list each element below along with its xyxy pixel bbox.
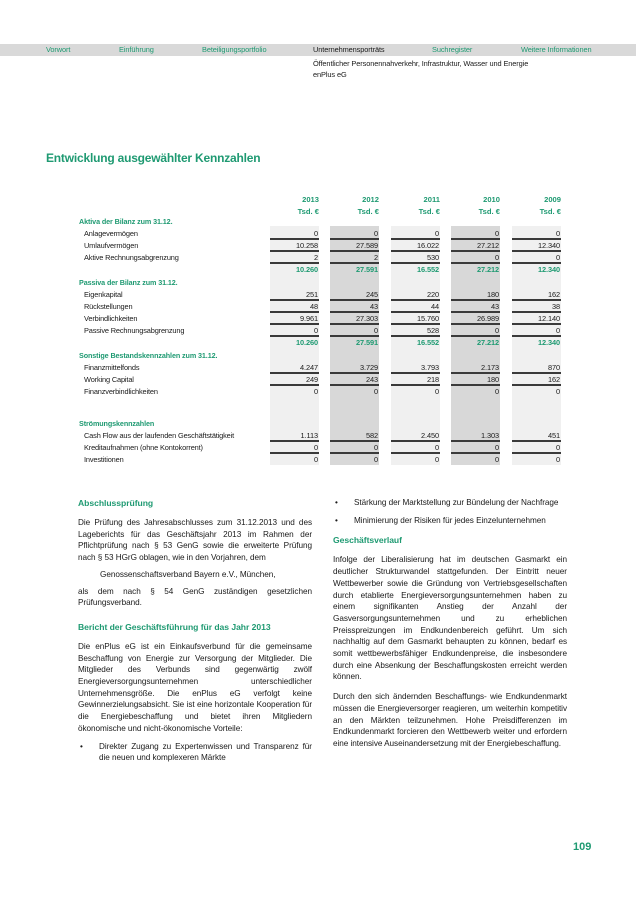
table-cell: 2.173 — [481, 363, 499, 372]
table-cell: 27.303 — [355, 314, 378, 323]
paragraph-company-report: Die enPlus eG ist ein Einkaufsverbund für die gemeinsame Beschaffung von Energie zur Versorgung der Mitglieder. Die Mitglieder des Verbunds sind gegenwärtig zwölf Energieversorgungsunternehmen unterschiedlicher Unternehmensgröße. Die enPlus eG verfolgt keine Gewinnerzielungsabsicht. Sie ist eine horizontale Kooperation für die Energiebeschaffung und bietet ihren Mitgliedern ökonomische und nicht-ökonomische Vorteile: — [78, 641, 312, 733]
nav-item-vorwort[interactable]: Vorwort — [46, 45, 71, 54]
table-cell: 26.989 — [476, 314, 499, 323]
heading-geschaeftsverlauf: Geschäftsverlauf — [333, 535, 402, 546]
table-cell: 451 — [547, 431, 560, 440]
paragraph-audit-end: als dem nach § 54 GenG zuständigen gesetzlichen Prüfungsverband. — [78, 586, 312, 608]
bullet-icon: • — [335, 498, 338, 507]
total-cell: 16.552 — [416, 265, 439, 274]
bullet-icon: • — [80, 741, 83, 751]
nav-item-suchregister[interactable]: Suchregister — [432, 45, 473, 54]
nav-breadcrumb-category: Öffentlicher Personennahverkehr, Infrastruktur, Wasser und Energie — [313, 59, 529, 68]
table-cell: 180 — [486, 375, 499, 384]
table-cell: 243 — [365, 375, 378, 384]
total-cell: 27.212 — [476, 338, 499, 347]
bullet-icon: • — [335, 515, 338, 525]
table-cell: 0 — [434, 443, 439, 452]
table-cell: 43 — [490, 302, 499, 311]
row-label: Working Capital — [84, 375, 134, 384]
table-cell: 0 — [313, 326, 318, 335]
unit-header: Tsd. € — [539, 207, 561, 216]
table-cell: 0 — [555, 229, 560, 238]
table-cell: 4.247 — [300, 363, 318, 372]
table-cell: 0 — [313, 443, 318, 452]
nav-item-weitere-informationen[interactable]: Weitere Informationen — [521, 45, 592, 54]
table-cell: 3.729 — [360, 363, 378, 372]
table-cell: 0 — [494, 443, 499, 452]
table-cell: 0 — [313, 387, 318, 396]
total-cell: 12.340 — [537, 265, 560, 274]
table-cell: 0 — [373, 229, 378, 238]
table-cell: 0 — [555, 326, 560, 335]
table-cell: 0 — [373, 326, 378, 335]
table-cell: 2 — [313, 253, 318, 262]
top-navigation — [0, 44, 636, 56]
section-heading: Sonstige Bestandskennzahlen zum 31.12. — [79, 351, 218, 360]
table-cell: 1.113 — [300, 431, 318, 440]
heading-bericht: Bericht der Geschäftsführung für das Jahr 2013 — [78, 621, 271, 632]
row-label: Passive Rechnungsabgrenzung — [84, 326, 185, 335]
row-label: Eigenkapital — [84, 290, 123, 299]
table-cell: 3.793 — [421, 363, 439, 372]
row-label: Finanzverbindlichkeiten — [84, 387, 158, 396]
nav-item-beteiligungsportfolio[interactable]: Beteiligungsportfolio — [202, 45, 267, 54]
row-label: Anlagevermögen — [84, 229, 138, 238]
nav-item-einführung[interactable]: Einführung — [119, 45, 154, 54]
table-cell: 180 — [486, 290, 499, 299]
unit-header: Tsd. € — [357, 207, 379, 216]
table-cell: 0 — [373, 455, 378, 464]
right-text-column — [333, 497, 567, 758]
table-cell: 251 — [305, 290, 318, 299]
table-cell: 0 — [494, 387, 499, 396]
table-cell: 0 — [373, 443, 378, 452]
table-cell: 2.450 — [421, 431, 439, 440]
row-label: Cash Flow aus der laufenden Geschäftstätigkeit — [84, 431, 235, 440]
table-cell: 0 — [555, 455, 560, 464]
row-label: Kreditaufnahmen (ohne Kontokorrent) — [84, 443, 203, 452]
row-label: Rückstellungen — [84, 302, 133, 311]
section-heading: Strömungskennzahlen — [79, 419, 155, 428]
total-cell: 12.340 — [537, 338, 560, 347]
paragraph-business-development: Infolge der Liberalisierung hat im deutschen Gasmarkt ein deutlicher Strukturwandel stattgefunden. Der Eintritt neuer Wettbewerber sowie die Gründung von Vertriebsgesellschaften durch etablierte Energieversorgungsunternehmen haben zu einem signifikanten Anstieg der Anzahl der Gasversorgungsunternehmen und zu erheblichen Preisspreizungen im Endkundenbereich geführt. Um sich nachhaltig auf dem Gasmarkt behaupten zu können, bedarf es somit wettbewerbsfähiger Endkundenpreise, die insbesondere durch eine Absenkung der Beschaffungskosten erreicht werden können. — [333, 555, 567, 682]
page-number: 109 — [573, 841, 592, 853]
left-text-column — [78, 497, 312, 770]
total-cell: 27.212 — [476, 265, 499, 274]
nav-breadcrumb-company: enPlus eG — [313, 70, 347, 79]
table-cell: 0 — [555, 253, 560, 262]
section-heading: Passiva der Bilanz zum 31.12. — [79, 278, 178, 287]
table-cell: 582 — [365, 431, 378, 440]
year-header: 2010 — [483, 195, 500, 204]
table-cell: 0 — [313, 455, 318, 464]
table-cell: 0 — [494, 455, 499, 464]
row-label: Umlaufvermögen — [84, 241, 139, 250]
table-cell: 44 — [430, 302, 439, 311]
table-cell: 0 — [555, 387, 560, 396]
table-cell: 218 — [426, 375, 439, 384]
year-header: 2011 — [423, 195, 440, 204]
table-cell: 0 — [494, 229, 499, 238]
table-cell: 12.340 — [537, 241, 560, 250]
year-header: 2013 — [302, 195, 319, 204]
table-cell: 15.760 — [416, 314, 439, 323]
page-title: Entwicklung ausgewählter Kennzahlen — [46, 151, 261, 165]
table-cell: 220 — [426, 290, 439, 299]
table-cell: 162 — [547, 375, 560, 384]
table-cell: 0 — [494, 253, 499, 262]
section-heading: Aktiva der Bilanz zum 31.12. — [79, 217, 173, 226]
bullet-item: • Minimierung der Risiken für jedes Einzelunternehmen — [335, 515, 546, 525]
nav-item-unternehmensporträts[interactable]: Unternehmensporträts — [313, 45, 385, 54]
unit-header: Tsd. € — [418, 207, 440, 216]
table-cell: 10.258 — [295, 241, 318, 250]
total-cell: 27.591 — [355, 338, 378, 347]
total-cell: 16.552 — [416, 338, 439, 347]
table-cell: 0 — [313, 229, 318, 238]
paragraph-audit: Die Prüfung des Jahresabschlusses zum 31.12.2013 und des Lageberichts für das Geschäftsjahr 2013 im Rahmen der Pflichtprüfung nach § 53 GenG sowie die erweiterte Prüfung nach § 53 HGrG oblagen, wie in den Vorjahren, dem — [78, 518, 312, 563]
total-cell: 10.260 — [295, 265, 318, 274]
bullet-item: • Direkter Zugang zu Expertenwissen und Transparenz für die neuen und komplexeren Märkte — [80, 741, 312, 763]
row-label: Aktive Rechnungsabgrenzung — [84, 253, 179, 262]
table-cell: 0 — [494, 326, 499, 335]
table-cell: 38 — [551, 302, 560, 311]
row-label: Verbindlichkeiten — [84, 314, 138, 323]
row-label: Investitionen — [84, 455, 124, 464]
table-cell: 249 — [305, 375, 318, 384]
total-cell: 27.591 — [355, 265, 378, 274]
table-cell: 870 — [547, 363, 560, 372]
row-label: Finanzmittelfonds — [84, 363, 140, 372]
unit-header: Tsd. € — [297, 207, 319, 216]
paragraph-market: Durch den sich ändernden Beschaffungs- wie Endkundenmarkt müssen die Energieversorger reagieren, um weiterhin kompetitiv an den Märkten teilzunehmen. Hohe Preisdifferenzen im Endkundenmarkt forcieren den Wettbewerb weiter und erfordern eine intensive Auseinandersetzung mit der Energiebeschaffung. — [333, 692, 567, 748]
total-cell: 10.260 — [295, 338, 318, 347]
table-cell: 0 — [434, 387, 439, 396]
table-cell: 9.961 — [300, 314, 318, 323]
paragraph-audit-association: Genossenschaftsverband Bayern e.V., München, — [100, 569, 276, 579]
table-cell: 1.303 — [481, 431, 499, 440]
table-cell: 0 — [434, 455, 439, 464]
table-cell: 43 — [369, 302, 378, 311]
table-cell: 528 — [426, 326, 439, 335]
table-cell: 245 — [365, 290, 378, 299]
table-cell: 162 — [547, 290, 560, 299]
table-cell: 0 — [373, 387, 378, 396]
heading-abschlusspruefung: Abschlussprüfung — [78, 498, 154, 508]
table-cell: 27.212 — [476, 241, 499, 250]
table-cell: 0 — [555, 443, 560, 452]
table-cell: 0 — [434, 229, 439, 238]
table-cell: 48 — [309, 302, 318, 311]
table-cell: 530 — [426, 253, 439, 262]
table-cell: 27.589 — [355, 241, 378, 250]
unit-header: Tsd. € — [478, 207, 500, 216]
year-header: 2012 — [362, 195, 379, 204]
table-cell: 2 — [373, 253, 378, 262]
table-cell: 12.140 — [537, 314, 560, 323]
year-header: 2009 — [544, 195, 561, 204]
table-cell: 16.022 — [416, 241, 439, 250]
bullet-item: • Stärkung der Marktstellung zur Bündelung der Nachfrage — [335, 498, 559, 507]
